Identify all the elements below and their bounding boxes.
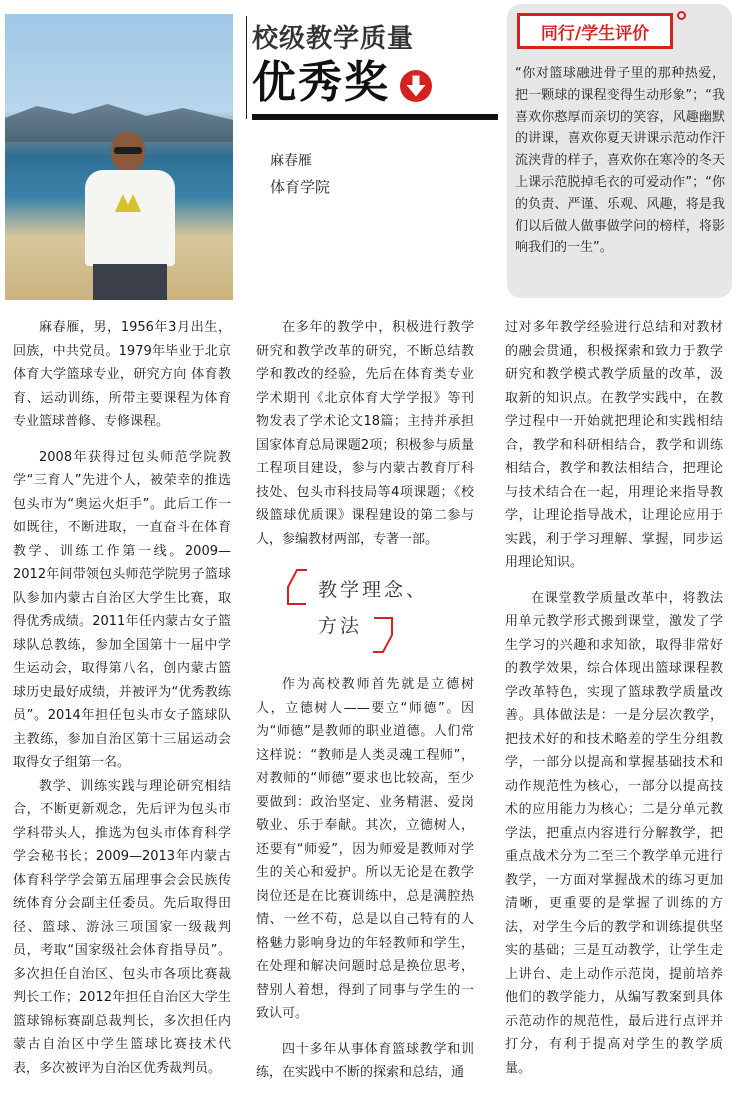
photo-person-shorts (93, 264, 167, 300)
red-bracket-open-icon (286, 569, 308, 605)
article-column-1 (13, 316, 231, 1080)
photo-person (83, 132, 179, 300)
section-heading (256, 567, 474, 659)
reform-paragraph: 在课堂教学质量改革中，将教法用单元教学形式搬到课堂，激发了学生学习的兴趣和求知欲，取得非常好的教学效果，综合体现出篮球课程教学改革特色，实现了篮球教学质量改善。具体做法是：一是分层次教学，把技术好的和技术略差的学生分组教学，一部分以提高和掌握基础技术和动作规范性为核心，一部分以提高技术的应用能力为核心；二是分单元教学法，把重点内容进行分解教学，把重点战术分为二至三个教学单元进行教学，一方面对掌握战术的练习更加清晰，更重要的是掌握了训练的方法，对学生今后的教学和训练提供坚实的基础；三是互动教学，让学生走上讲台、走上动作示范岗，提前培养他们的教学能力，从编写教案到具体示范动作的规范性，最后进行点评并打分，有利于提高对学生的教学质量。 (505, 590, 723, 1076)
experience-paragraph-continued: 过对多年教学经验进行总结和对教材的融会贯通，积极探索和致力于教学研究和教学模式教学质量的改革，汲取新的知识点。在教学实践中，在教学过程中一开始就把理论和实践相结合，教学和科研相结合，教学和训练相结合，教学和教法相结合，把理论与技术结合在一起，用理论来指导教学，让理论指导战术，让理论应用于实践，利于学习理解、掌握，同步运用理论知识。 (505, 320, 723, 570)
article-column-3 (505, 316, 723, 1080)
honors-paragraph: 2008年获得过包头师范学院教学“三育人”先进个人，被荣幸的推选包头市为“奥运火炬手”。此后工作一如既往，不断进取，一直奋斗在体育教学、训练工作第一线。2009—2012年间带领包头师范学院男子篮球队参加内蒙古自治区大学生比赛，取得优秀成绩。2011年任内蒙古女子篮球队总教练，参加全国第十一届中学生运动会，取得第八名，创内蒙古篮球历史最好成绩，并被评为“优秀教练员”。2014年担任包头市女子篮球队主教练，参加自治区第十三届运动会取得女子组第一名。 (13, 449, 231, 770)
philosophy-paragraph: 作为高校教师首先就是立德树人，立德树人——要立“师德”。因为“师德”是教师的职业道德。人们常这样说：“教师是人类灵魂工程师”，对教师的“师德”要求也比较高，至少要做到：政治坚定、业务精湛、爱岗敬业、乐于奉献。其次，立德树人，还要有“师爱”，因为师爱是教师对学生的关心和爱护。所以无论是在教学岗位还是在比赛训练中，总是满腔热情、一丝不苟，总是以自己特有的人格魅力影响身边的年轻教师和学生，在处理和解决问题时总是换位思考，替别人着想，得到了同事与学生的一致认可。 (256, 677, 474, 1021)
award-title-small: 校级教学质量 (252, 24, 415, 54)
section-heading-line-2: 方法 (318, 615, 363, 637)
research-paragraph: 教学、训练实践与理论研究相结合，不断更新观念，先后评为包头市学科带头人，推选为包头市体育科学学会秘书长；2009—2013年内蒙古体育科学学会第五届理事会会民族传统体育分会副主任委员。先后取得田径、篮球、游泳三项国家一级裁判员，考取“国家级社会体育指导员”。多次担任自治区、包头市各项比赛裁判长工作；2012年担任自治区大学生篮球锦标赛副总裁判长，多次担任内蒙古自治区中学生篮球比赛技术代表，多次被评为自治区优秀裁判员。 (13, 778, 231, 1076)
article-column-2 (256, 316, 474, 1085)
person-name: 麻春雁 (270, 153, 312, 169)
evaluation-quotes: “你对篮球融进骨子里的那种热爱，把一颗球的课程变得生动形象”；“我喜欢你憨厚而亲切的笑容，风趣幽默的讲课，喜欢你夏天讲课示范动作汗流浃背的样子，喜欢你在寒冷的冬天上课示范脱掉毛衣的可爱动作”；“你的负责、严谨、乐观、风趣，将是我们以后做人做事做学问的榜样，将影响我们的一生”。 (515, 66, 725, 256)
red-bracket-close-icon (372, 617, 394, 653)
teaching-research-paragraph: 在多年的教学中，积极进行教学研究和教学改革的研究，不断总结教学和教改的经验，先后在体育类专业学术期刊《北京体育大学学报》等刊物发表了学术论文18篇；主持并承担国家体育总局课题2项；积极参与质量工程项目建设，参与内蒙古教育厅科技处、包头市科技局等4项课题；《校级篮球优质课》课程建设的第二参与人，参编教材两部，专著一部。 (256, 320, 474, 547)
photo-sunglasses (114, 147, 142, 154)
header-divider-line (246, 16, 247, 119)
section-heading-line-1: 教学理念、 (318, 579, 429, 601)
award-title-large: 优秀奖 (252, 57, 390, 108)
photo-person-shirt (85, 170, 175, 266)
red-down-arrow-circle-icon (399, 69, 433, 103)
department-name: 体育学院 (270, 178, 331, 196)
portrait-photo (5, 14, 233, 300)
title-underline (252, 114, 498, 120)
experience-paragraph: 四十多年从事体育篮球教学和训练，在实践中不断的探索和总结，通 (256, 1041, 474, 1080)
evaluation-tag: 同行/学生评价 (517, 13, 673, 49)
evaluation-tag-dot (677, 11, 686, 20)
bio-paragraph: 麻春雁，男，1956年3月出生，回族，中共党员。1979年毕业于北京体育大学篮球专业，研究方向 体育教育、运动训练，所带主要课程为体育专业篮球普修、专修课程。 (13, 320, 231, 429)
